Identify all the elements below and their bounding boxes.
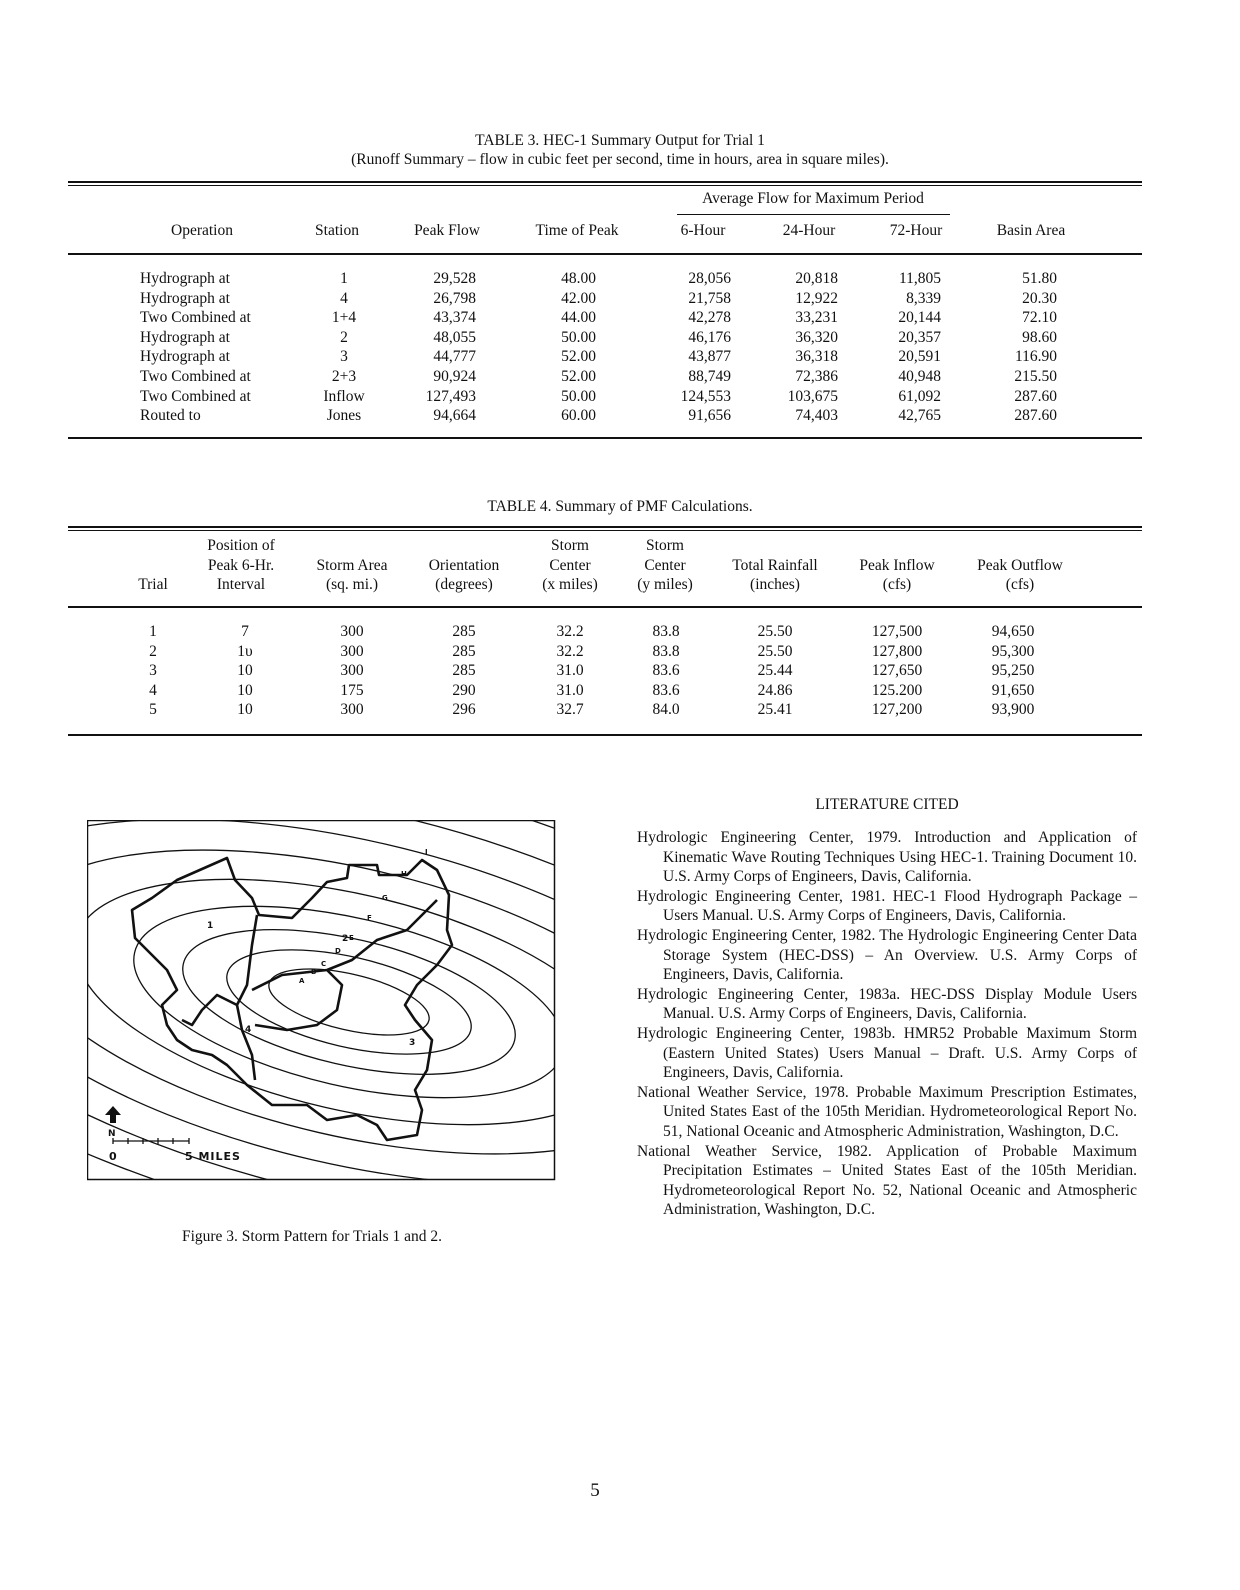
contour-label-c: C: [321, 960, 327, 968]
table4-cell: 25.44: [757, 662, 793, 680]
table4-column-header: Storm Area: [316, 556, 388, 574]
table4-column-header: (cfs): [882, 576, 912, 593]
table4-cell: 300: [340, 623, 364, 640]
table3-cell: 91,656: [688, 407, 731, 425]
table3-cell: 60.00: [561, 407, 596, 425]
table4-cell: 10: [237, 681, 253, 699]
table4-cell: 95,250: [991, 662, 1035, 680]
table3-cell: 42,765: [898, 407, 941, 425]
table3-header-rule: [68, 253, 1142, 255]
table4-column-header: Interval: [216, 576, 266, 593]
table4-cell: 31.0: [556, 662, 584, 680]
table4-column-header: (x miles): [542, 576, 598, 593]
table3-cell: 44.00: [561, 309, 596, 327]
table3-cell: 1+4: [331, 309, 357, 327]
table4-cell: 1: [149, 623, 157, 640]
table3-cell: 43,374: [433, 309, 476, 327]
table4-cell: 25.50: [757, 642, 793, 660]
table4-cell: 83.8: [652, 642, 680, 660]
table3-top-rule: [68, 181, 1142, 183]
table3-cell: 90,924: [433, 368, 476, 385]
table4-column-header: Peak Outflow: [977, 556, 1063, 574]
table3-cell: 1: [340, 270, 348, 287]
table3-cell: 42.00: [561, 289, 596, 307]
map-frame: [88, 821, 555, 1180]
table4-column-header: (cfs): [1005, 576, 1035, 593]
table4-cell: 175: [340, 681, 364, 699]
table3-cell: 28,056: [688, 270, 731, 287]
contour-label-h: H: [401, 870, 407, 878]
table4-cell: 32.2: [556, 642, 584, 660]
table4-cell: 83.8: [652, 623, 680, 640]
table3-cell: 52.00: [561, 348, 596, 366]
table3-cell: 4: [340, 289, 348, 307]
subbasin-label-4: 4: [245, 1025, 252, 1035]
table3-cell: 127,493: [425, 387, 476, 405]
literature-heading: LITERATURE CITED: [815, 796, 959, 813]
table3-cell: 2+3: [331, 368, 357, 385]
table4-cell: 1υ: [237, 642, 253, 660]
table4-column-header: Peak Inflow: [859, 556, 935, 574]
table3-cell: 50.00: [561, 387, 596, 405]
table3-cell: 94,664: [433, 407, 476, 425]
north-arrow-icon: [105, 1106, 121, 1123]
reference-list: [637, 828, 1137, 1220]
table4-column-header: (y miles): [637, 576, 693, 593]
reference-item: National Weather Service, 1982. Application of Probable Maximum Precipitation Estimates – United States East of the 105th Meridian. Hydrometeorological Report No. 52, National Oceanic and Atmospheric Administration, Washington, D.C.: [637, 1142, 1137, 1219]
table4-cell: 31.0: [556, 681, 584, 699]
table3-cell: Hydrograph at: [140, 328, 230, 346]
table4-cell: 5: [149, 701, 157, 719]
table3-subtitle: (Runoff Summary – flow in cubic feet per second, time in hours, area in square miles).: [351, 151, 889, 168]
table3-cell: Inflow: [323, 387, 365, 405]
table3-cell: 20,818: [795, 270, 838, 287]
table3-cell: 287.60: [1014, 407, 1057, 425]
table3-cell: 50.00: [561, 328, 596, 346]
table4-column-header: Trial: [138, 576, 168, 593]
table3-cell: 21,758: [688, 289, 731, 307]
table3-cell: 98.60: [1022, 328, 1057, 346]
table3-cell: 287.60: [1014, 387, 1057, 405]
table3-top-rule-2: [68, 185, 1142, 186]
scale-start-label: 0: [109, 1150, 117, 1163]
table3-bottom-rule: [68, 437, 1142, 439]
table4-cell: 84.0: [652, 701, 680, 719]
table4-cell: 83.6: [652, 662, 680, 680]
table4-cell: 83.6: [652, 681, 680, 699]
table4-cell: 10: [237, 662, 253, 680]
table3-cell: 8,339: [906, 289, 941, 307]
contour-label-i: I: [425, 848, 428, 856]
page-number: 5: [590, 1480, 600, 1501]
table3-cell: Two Combined at: [140, 309, 251, 327]
table3-cell: 51.80: [1022, 270, 1057, 287]
table3-cell: 48.00: [561, 270, 596, 287]
isohyet-contours: [87, 820, 557, 1182]
table3-group-underline: [677, 214, 950, 215]
subbasin-label-2: 2: [342, 934, 349, 944]
table3-cell: 36,320: [795, 328, 838, 346]
table4-column-header: Storm: [646, 537, 684, 554]
table4-column-header: (sq. mi.): [325, 576, 379, 593]
table3-cell: 11,805: [898, 270, 941, 287]
table3-column-header: Operation: [171, 222, 233, 239]
north-label: N: [108, 1129, 116, 1139]
table4-cell: 285: [452, 642, 476, 660]
table4-column-header: (degrees): [435, 576, 493, 593]
table4-cell: 285: [452, 662, 476, 680]
contour-label-d: D: [335, 947, 341, 955]
table4-cell: 94,650: [991, 623, 1035, 640]
table3-cell: 36,318: [795, 348, 838, 366]
table3-cell: 20,591: [898, 348, 941, 366]
table3-cell: Jones: [326, 407, 362, 425]
table3-cell: Two Combined at: [140, 387, 251, 405]
table4-cell: 10: [237, 701, 253, 719]
table4-column-header: Position of: [207, 537, 275, 554]
table4-column-header: Storm: [551, 537, 589, 554]
table4-cell: 127,500: [871, 623, 923, 640]
table3-cell: 26,798: [433, 289, 476, 307]
table4-cell: 296: [452, 701, 476, 719]
table4-cell: 127,800: [871, 642, 923, 660]
table4-cell: 32.7: [556, 701, 584, 719]
table4-column-header: Center: [644, 556, 686, 574]
table3-column-header: Time of Peak: [535, 222, 619, 239]
table3-column-header: 6-Hour: [680, 222, 726, 239]
table4-column-header: (inches): [750, 576, 800, 593]
table4-cell: 285: [452, 623, 476, 640]
table3-cell: 61,092: [898, 387, 941, 405]
contour-label-b: B: [311, 968, 317, 976]
table4-cell: 25.50: [757, 623, 793, 640]
table3-cell: 20.30: [1022, 289, 1057, 307]
table3-cell: Hydrograph at: [140, 270, 230, 287]
table4-cell: 91,650: [991, 681, 1035, 699]
table4-top-rule-2: [68, 530, 1142, 531]
reference-item: Hydrologic Engineering Center, 1983b. HMR52 Probable Maximum Storm (Eastern United States) Users Manual – Draft. U.S. Army Corps of Engineers, Davis, California.: [637, 1024, 1137, 1082]
table3-cell: 48,055: [433, 328, 476, 346]
table4-cell: 24.86: [757, 681, 793, 699]
table3-cell: 12,922: [795, 289, 838, 307]
table3-cell: 2: [340, 328, 348, 346]
table3-column-header: Peak Flow: [414, 222, 480, 239]
contour-label-a: A: [299, 977, 305, 985]
table4-cell: 127,650: [871, 662, 923, 680]
table3-cell: 74,403: [795, 407, 838, 425]
table4-top-rule: [68, 526, 1142, 528]
storm-pattern-map: [87, 820, 557, 1182]
reference-item: Hydrologic Engineering Center, 1983a. HEC-DSS Display Module Users Manual. U.S. Army Corps of Engineers, Davis, California.: [637, 985, 1137, 1023]
table3-cell: 20,357: [898, 328, 941, 346]
watershed-boundary: [132, 858, 452, 1140]
table3-cell: 29,528: [433, 270, 476, 287]
table3-cell: Hydrograph at: [140, 289, 230, 307]
table3-group-header: Average Flow for Maximum Period: [702, 190, 924, 207]
table4-cell: 3: [149, 662, 157, 680]
table4-cell: 4: [149, 681, 157, 699]
contour-label-e: E: [349, 934, 354, 942]
table4-title: TABLE 4. Summary of PMF Calculations.: [487, 498, 753, 515]
table4-column-header: Total Rainfall: [732, 556, 818, 574]
table3-cell: 215.50: [1014, 368, 1057, 385]
table3-cell: Hydrograph at: [140, 348, 230, 366]
table3-cell: 52.00: [561, 368, 596, 385]
reference-item: Hydrologic Engineering Center, 1982. The Hydrologic Engineering Center Data Storage System (HEC-DSS) – An Overview. U.S. Army Corps of Engineers, Davis, California.: [637, 926, 1137, 984]
table3-cell: 88,749: [688, 368, 731, 385]
figure-caption: Figure 3. Storm Pattern for Trials 1 and 2.: [181, 1228, 443, 1245]
table4-cell: 125.200: [871, 681, 923, 699]
contour-label-f: F: [367, 914, 372, 922]
reference-item: Hydrologic Engineering Center, 1981. HEC-1 Flood Hydrograph Package – Users Manual. U.S. Army Corps of Engineers, Davis, California.: [637, 887, 1137, 925]
table3-cell: 40,948: [898, 368, 941, 385]
table3-cell: Routed to: [140, 407, 201, 425]
table3-column-header: Station: [315, 222, 359, 239]
table4-cell: 300: [340, 642, 364, 660]
table3-cell: 43,877: [688, 348, 731, 366]
table3-cell: 103,675: [787, 387, 838, 405]
table4-cell: 93,900: [991, 701, 1035, 719]
table4-cell: 95,300: [991, 642, 1035, 660]
table4-cell: 300: [340, 662, 364, 680]
table3-cell: Two Combined at: [140, 368, 251, 385]
table3-cell: 20,144: [898, 309, 941, 327]
table3-cell: 46,176: [688, 328, 731, 346]
table3-column-header: 72-Hour: [889, 222, 943, 239]
table3-cell: 3: [340, 348, 348, 366]
map-labels: [105, 848, 428, 1163]
table4-column-header: Orientation: [428, 556, 500, 574]
scale-bar: [113, 1138, 189, 1144]
table3-title: TABLE 3. HEC-1 Summary Output for Trial 1: [475, 132, 765, 149]
table4-cell: 25.41: [757, 701, 793, 719]
table3-cell: 116.90: [1014, 348, 1057, 366]
table3-cell: 44,777: [433, 348, 476, 366]
table4-column-header: Center: [549, 556, 591, 574]
table3-cell: 72,386: [795, 368, 838, 385]
table3-column-header: Basin Area: [996, 222, 1066, 239]
table3-cell: 124,553: [680, 387, 731, 405]
table3-column-header: 24-Hour: [782, 222, 836, 239]
scale-end-label: 5 MILES: [185, 1150, 241, 1163]
contour-label-g: G: [382, 894, 388, 902]
table4-cell: 7: [241, 623, 249, 640]
subbasin-label-3: 3: [409, 1038, 416, 1048]
table4-cell: 127,200: [871, 701, 923, 719]
table3-cell: 33,231: [795, 309, 838, 327]
table4-header-rule: [68, 606, 1142, 608]
table4-bottom-rule: [68, 734, 1142, 736]
table3-cell: 72.10: [1022, 309, 1057, 327]
table4-cell: 300: [340, 701, 364, 719]
subbasin-label-1: 1: [207, 921, 214, 931]
table4-cell: 2: [149, 642, 157, 660]
table4-cell: 290: [452, 681, 476, 699]
reference-item: Hydrologic Engineering Center, 1979. Introduction and Application of Kinematic Wave Routing Techniques Using HEC-1. Training Document 10. U.S. Army Corps of Engineers, Davis, California.: [637, 829, 1137, 886]
reference-item: National Weather Service, 1978. Probable Maximum Prescription Estimates, United States East of the 105th Meridian. Hydrometeorological Report No. 51, National Oceanic and Atmospheric Administration, Washington, D.C.: [637, 1083, 1137, 1140]
table4-cell: 32.2: [556, 623, 584, 640]
table4-column-header: Peak 6-Hr.: [207, 556, 275, 574]
table3-cell: 42,278: [688, 309, 731, 327]
